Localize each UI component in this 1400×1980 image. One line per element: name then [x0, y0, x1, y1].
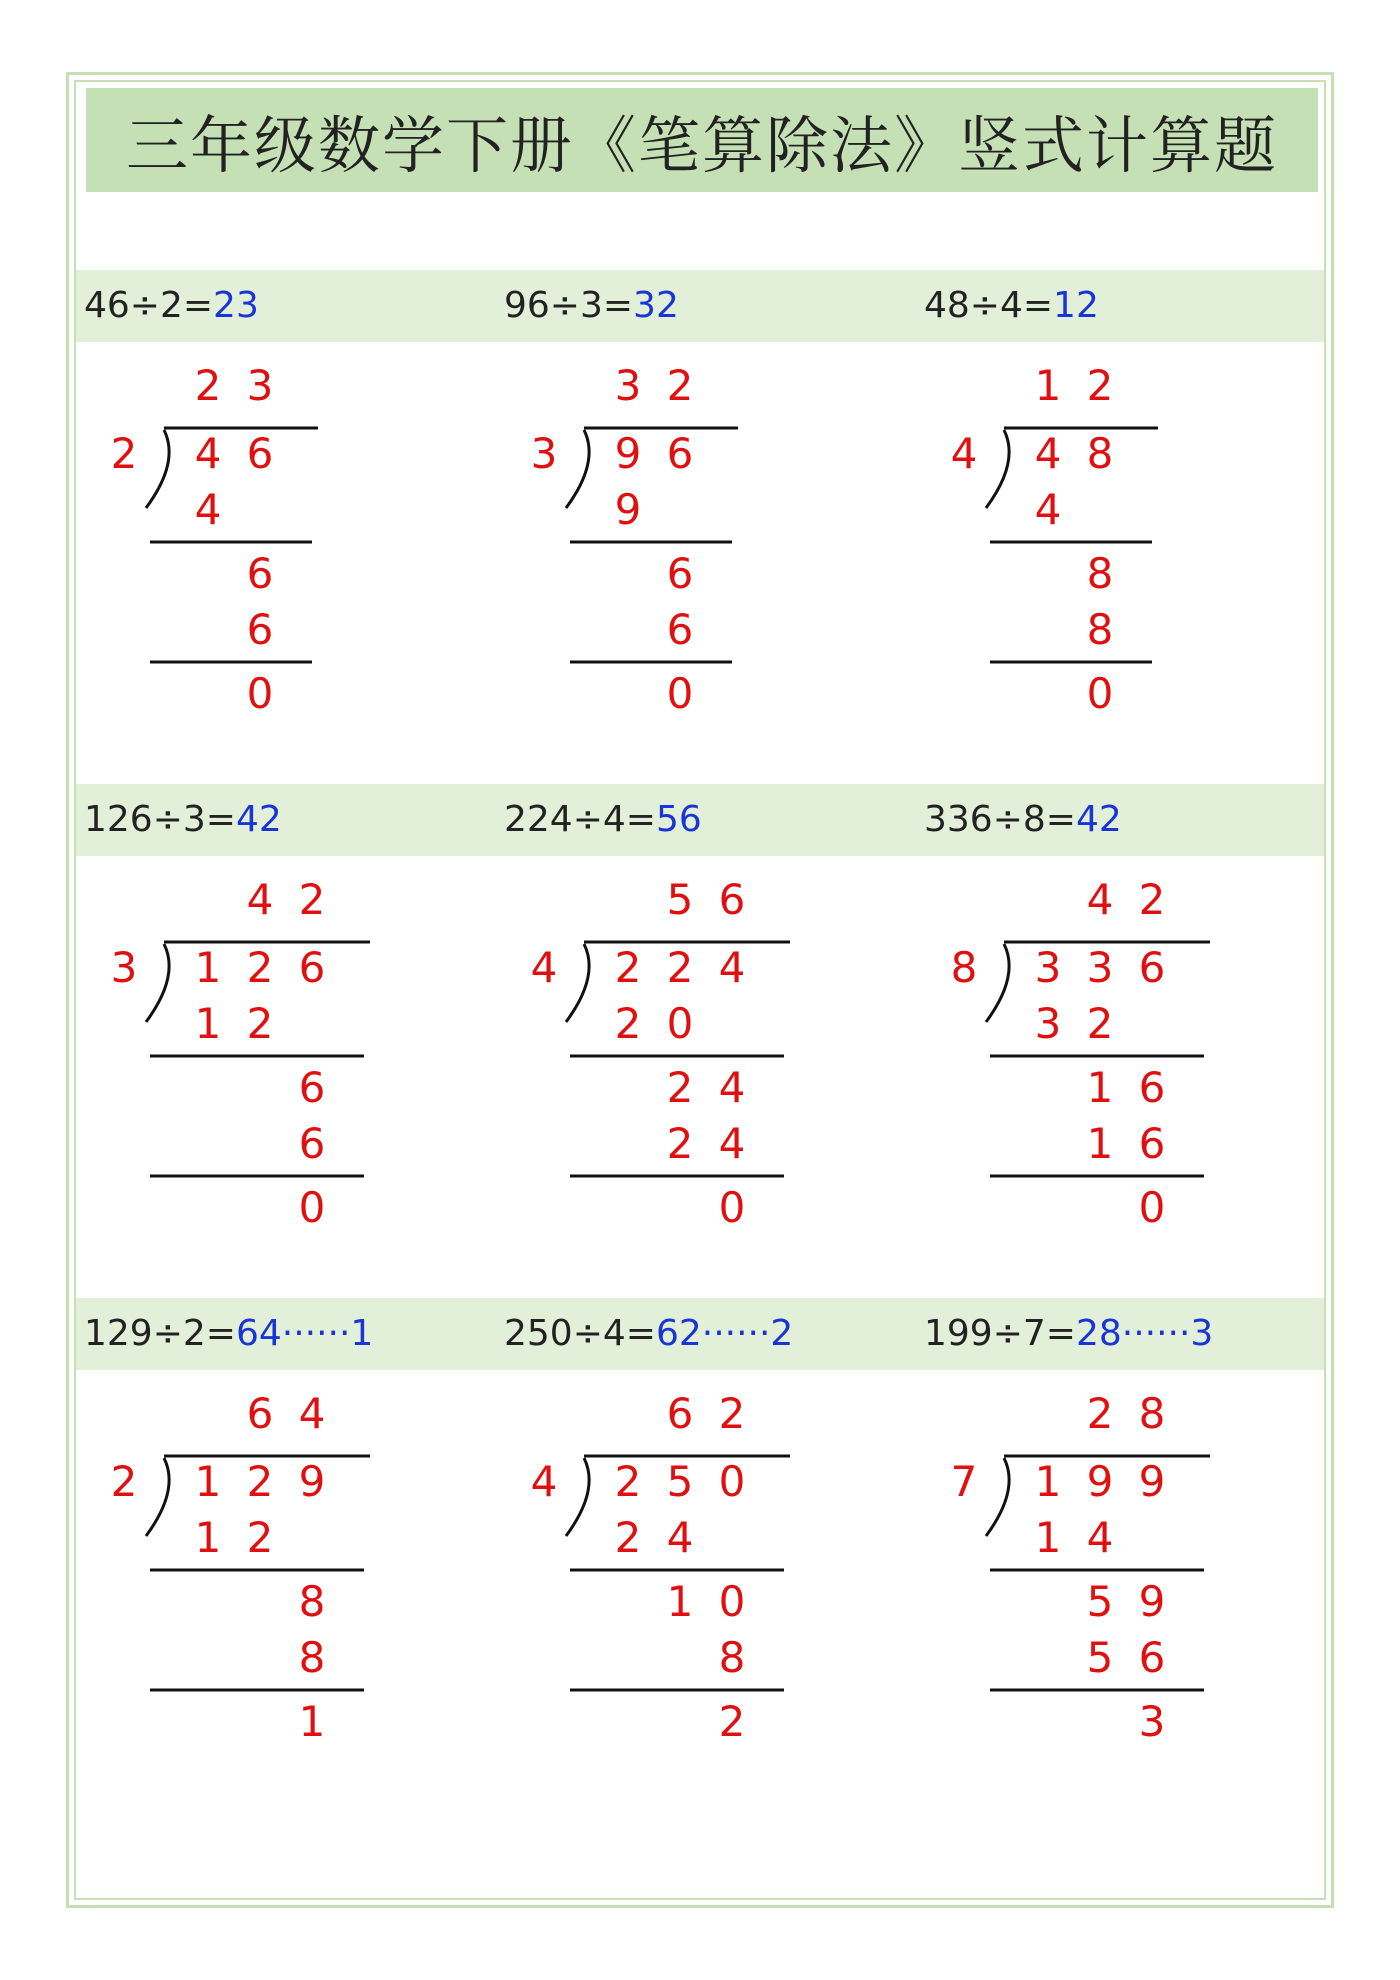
- equation-quotient: 23: [213, 285, 259, 326]
- equation-left: 46÷2=: [84, 285, 214, 326]
- equation-remainder: ······2: [701, 1313, 794, 1354]
- work-digit: 1: [1034, 1513, 1062, 1562]
- long-division-svg: [516, 872, 876, 1252]
- dividend-digit: 6: [1138, 943, 1166, 992]
- long-division: [96, 872, 456, 1252]
- work-digit: 4: [1034, 485, 1062, 534]
- work-digit: 4: [718, 1063, 746, 1112]
- dividend-digit: 4: [194, 429, 222, 478]
- division-bracket: [566, 430, 589, 508]
- long-division: [936, 872, 1296, 1252]
- dividend-digit: 9: [1138, 1457, 1166, 1506]
- work-digit: 0: [246, 669, 274, 718]
- equation-left: 129÷2=: [84, 1313, 236, 1354]
- work-digit: 2: [246, 1513, 274, 1562]
- dividend-digit: 2: [246, 1457, 274, 1506]
- quotient-digit: 4: [1086, 875, 1114, 924]
- long-division: [936, 1386, 1296, 1766]
- work-digit: 4: [1086, 1513, 1114, 1562]
- work-digit: 1: [194, 1513, 222, 1562]
- work-digit: 1: [666, 1577, 694, 1626]
- divisor-digit: 3: [110, 943, 138, 992]
- long-division-svg: [516, 1386, 876, 1766]
- long-division: [516, 358, 876, 738]
- dividend-digit: 8: [1086, 429, 1114, 478]
- work-digit: 1: [1086, 1119, 1114, 1168]
- equation-left: 48÷4=: [924, 285, 1054, 326]
- work-digit: 2: [718, 1697, 746, 1746]
- equation-left: 336÷8=: [924, 799, 1076, 840]
- work-digit: 0: [666, 999, 694, 1048]
- work-digit: 8: [1086, 549, 1114, 598]
- long-division: [96, 1386, 456, 1766]
- long-division: [516, 872, 876, 1252]
- work-digit: 2: [246, 999, 274, 1048]
- work-digit: 0: [1138, 1183, 1166, 1232]
- dividend-digit: 4: [718, 943, 746, 992]
- work-digit: 6: [1138, 1063, 1166, 1112]
- dividend-digit: 1: [1034, 1457, 1062, 1506]
- equation-quotient: 56: [655, 799, 702, 840]
- divisor-digit: 3: [530, 429, 558, 478]
- problem-equation: [84, 1298, 373, 1370]
- work-digit: 2: [1086, 999, 1114, 1048]
- division-bracket: [566, 1458, 589, 1536]
- work-digit: 6: [246, 605, 274, 654]
- work-digit: 0: [298, 1183, 326, 1232]
- work-digit: 4: [718, 1119, 746, 1168]
- long-division-svg: [936, 358, 1296, 738]
- long-division-svg: [516, 358, 876, 738]
- problem-equation: [504, 270, 679, 342]
- divisor-digit: 4: [950, 429, 978, 478]
- equation-quotient: 64: [235, 1313, 282, 1354]
- work-digit: 6: [1138, 1119, 1166, 1168]
- long-division: [936, 358, 1296, 738]
- quotient-digit: 4: [246, 875, 274, 924]
- divisor-digit: 4: [530, 1457, 558, 1506]
- divisor-digit: 2: [110, 1457, 138, 1506]
- long-division-svg: [96, 358, 456, 738]
- dividend-digit: 9: [614, 429, 642, 478]
- work-digit: 5: [1086, 1633, 1114, 1682]
- quotient-digit: 3: [246, 361, 274, 410]
- equation-quotient: 42: [235, 799, 282, 840]
- work-digit: 8: [298, 1633, 326, 1682]
- quotient-digit: 6: [666, 1389, 694, 1438]
- division-bracket: [146, 430, 169, 508]
- division-bracket: [566, 944, 589, 1022]
- work-digit: 9: [1138, 1577, 1166, 1626]
- problem-equation: [84, 270, 259, 342]
- equation-left: 199÷7=: [924, 1313, 1076, 1354]
- quotient-digit: 2: [1086, 361, 1114, 410]
- equation-quotient: 28: [1075, 1313, 1122, 1354]
- quotient-digit: 2: [194, 361, 222, 410]
- divisor-digit: 4: [530, 943, 558, 992]
- work-digit: 1: [194, 999, 222, 1048]
- work-digit: 6: [1138, 1633, 1166, 1682]
- work-digit: 1: [298, 1697, 326, 1746]
- long-division: [96, 358, 456, 738]
- dividend-digit: 6: [298, 943, 326, 992]
- division-bracket: [146, 1458, 169, 1536]
- work-digit: 8: [718, 1633, 746, 1682]
- quotient-digit: 6: [246, 1389, 274, 1438]
- equation-remainder: ······1: [281, 1313, 374, 1354]
- equation-quotient: 12: [1053, 285, 1099, 326]
- work-digit: 2: [614, 1513, 642, 1562]
- equation-left: 250÷4=: [504, 1313, 656, 1354]
- dividend-digit: 6: [246, 429, 274, 478]
- work-digit: 6: [298, 1119, 326, 1168]
- equation-left: 224÷4=: [504, 799, 656, 840]
- problem-equation: [924, 784, 1122, 856]
- work-digit: 4: [666, 1513, 694, 1562]
- division-bracket: [146, 944, 169, 1022]
- quotient-digit: 5: [666, 875, 694, 924]
- work-digit: 3: [1138, 1697, 1166, 1746]
- work-digit: 8: [298, 1577, 326, 1626]
- dividend-digit: 9: [298, 1457, 326, 1506]
- dividend-digit: 2: [614, 1457, 642, 1506]
- problem-equation: [924, 1298, 1213, 1370]
- row-band-1: [76, 270, 1324, 342]
- work-digit: 0: [718, 1183, 746, 1232]
- work-digit: 6: [666, 549, 694, 598]
- page-title: 三年级数学下册《笔算除法》竖式计算题: [86, 88, 1318, 192]
- division-bracket: [986, 944, 1009, 1022]
- work-digit: 2: [666, 1119, 694, 1168]
- long-division: [516, 1386, 876, 1766]
- dividend-digit: 3: [1034, 943, 1062, 992]
- equation-left: 126÷3=: [84, 799, 236, 840]
- quotient-digit: 2: [1138, 875, 1166, 924]
- dividend-digit: 2: [614, 943, 642, 992]
- work-digit: 8: [1086, 605, 1114, 654]
- dividend-digit: 1: [194, 943, 222, 992]
- problem-equation: [504, 784, 702, 856]
- dividend-digit: 1: [194, 1457, 222, 1506]
- work-digit: 0: [1086, 669, 1114, 718]
- quotient-digit: 6: [718, 875, 746, 924]
- equation-quotient: 32: [633, 285, 679, 326]
- quotient-digit: 2: [718, 1389, 746, 1438]
- problem-equation: [504, 1298, 793, 1370]
- work-digit: 6: [666, 605, 694, 654]
- work-digit: 2: [666, 1063, 694, 1112]
- work-digit: 1: [1086, 1063, 1114, 1112]
- divisor-digit: 2: [110, 429, 138, 478]
- division-bracket: [986, 1458, 1009, 1536]
- long-division-svg: [96, 872, 456, 1252]
- quotient-digit: 2: [666, 361, 694, 410]
- dividend-digit: 2: [246, 943, 274, 992]
- equation-remainder: ······3: [1121, 1313, 1214, 1354]
- equation-quotient: 42: [1075, 799, 1122, 840]
- long-division-svg: [936, 1386, 1296, 1766]
- dividend-digit: 4: [1034, 429, 1062, 478]
- work-digit: 0: [718, 1577, 746, 1626]
- dividend-digit: 0: [718, 1457, 746, 1506]
- problem-equation: [924, 270, 1099, 342]
- dividend-digit: 5: [666, 1457, 694, 1506]
- work-digit: 5: [1086, 1577, 1114, 1626]
- work-digit: 6: [246, 549, 274, 598]
- dividend-digit: 2: [666, 943, 694, 992]
- work-digit: 4: [194, 485, 222, 534]
- work-digit: 0: [666, 669, 694, 718]
- quotient-digit: 8: [1138, 1389, 1166, 1438]
- division-bracket: [986, 430, 1009, 508]
- long-division-svg: [936, 872, 1296, 1252]
- divisor-digit: 7: [950, 1457, 978, 1506]
- equation-left: 96÷3=: [504, 285, 634, 326]
- problem-equation: [84, 784, 282, 856]
- work-digit: 6: [298, 1063, 326, 1112]
- work-digit: 9: [614, 485, 642, 534]
- divisor-digit: 8: [950, 943, 978, 992]
- work-digit: 2: [614, 999, 642, 1048]
- quotient-digit: 2: [298, 875, 326, 924]
- quotient-digit: 4: [298, 1389, 326, 1438]
- equation-quotient: 62: [655, 1313, 702, 1354]
- long-division-svg: [96, 1386, 456, 1766]
- work-digit: 3: [1034, 999, 1062, 1048]
- dividend-digit: 6: [666, 429, 694, 478]
- quotient-digit: 1: [1034, 361, 1062, 410]
- quotient-digit: 2: [1086, 1389, 1114, 1438]
- quotient-digit: 3: [614, 361, 642, 410]
- dividend-digit: 3: [1086, 943, 1114, 992]
- dividend-digit: 9: [1086, 1457, 1114, 1506]
